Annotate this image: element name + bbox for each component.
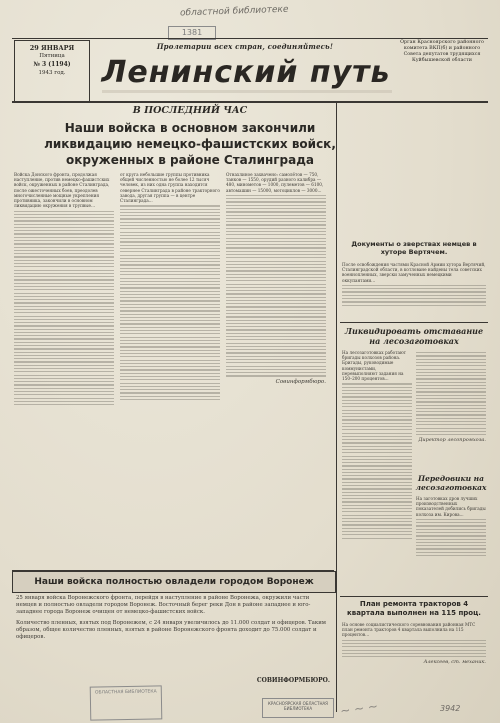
main-column-2-lead: от круга небольшие группы противника общей численностью не более 12 тысяч человек, из них одна группа находится севернее Сталинграда в районе тракторного завода, другая группа — в центре Сталинграда... bbox=[120, 172, 220, 204]
plan-body: На основе социалистического соревнования районная МТС план ремонта тракторов 4 квартала выполнила на 115 процентов... bbox=[342, 622, 476, 638]
leaders-headline: Передовики на лесозаготовках bbox=[415, 474, 487, 492]
main-column-3 bbox=[226, 172, 326, 385]
issue-number: № 3 (1194) bbox=[33, 61, 71, 68]
main-column-1 bbox=[14, 172, 114, 407]
doc-article bbox=[342, 262, 486, 308]
main-headline-line-3: окруженных в районе Сталинграда bbox=[65, 153, 315, 167]
doc-body: После освобождения частями Красной Армии хутора Вертячий, Сталинградской области, в котловане найдены тела советских военнопленных, зверски замученных немецкими оккупантами... bbox=[342, 262, 486, 283]
voronezh-body bbox=[16, 595, 330, 641]
archive-stamp-number: 1381 bbox=[168, 26, 216, 40]
main-headline bbox=[40, 120, 340, 168]
main-signature: Совинформбюро. bbox=[275, 378, 326, 385]
voronezh-headline: Наши войска полностью овладели городом Воронеж bbox=[34, 577, 314, 587]
main-column-3-lead: Отнахлиное захвачено: самолётов — 750, танков — 1550, орудий разного калибра — 480, минометов — 1000, пулеметов — 6100, автомашин — 15000, мотоциклов — 3000... bbox=[226, 172, 324, 193]
doc-headline: Документы о зверствах немцев в хуторе Вертячем. bbox=[351, 240, 477, 256]
main-headline-line-2: ликвидацию немецко-фашистских войск, bbox=[44, 137, 336, 151]
voronezh-signature: СОВИНФОРМБЮРО. bbox=[256, 677, 330, 684]
lag-headline: Ликвидировать отставание на лесозаготовках bbox=[344, 326, 484, 346]
masthead-top-rule bbox=[12, 38, 488, 39]
library-stamp-bottom bbox=[262, 698, 334, 718]
main-headline-line-1: Наши войска в основном закончили bbox=[64, 121, 316, 135]
plan-article bbox=[342, 622, 486, 665]
lag-column-1 bbox=[342, 350, 412, 541]
voronezh-body-2: Количество пленных, взятых под Воронежем, с 24 января увеличилось до 11.000 солдат и офицеров. Таким образом, общее количество пленных, взятых в районе Воронежского фронта доходит до 75.000 солдат и офицеров. bbox=[16, 619, 326, 641]
library-stamp-left-text: ОБЛАСТНАЯ БИБЛИОТЕКА bbox=[94, 689, 157, 696]
library-stamp-bottom-text: КРАСНОЯРСКАЯ ОБЛАСТНАЯ БИБЛИОТЕКА bbox=[268, 701, 328, 711]
section-rubric: В ПОСЛЕДНИЙ ЧАС bbox=[132, 105, 248, 116]
date-line-1: 29 ЯНВАРЯ bbox=[29, 44, 75, 52]
main-column-1-lead: Войска Донского фронта, продолжая наступление, против немецко-фашистских войск, окруженных в районе Сталинграда, после ожесточенных боев, преодолев многочисленные мощные укрепления противника, закончили в основном ликвидацию окружения в трупвые... bbox=[14, 172, 110, 209]
title-underline bbox=[102, 90, 392, 93]
right-rule-1 bbox=[340, 322, 488, 323]
voronezh-headline-box bbox=[12, 571, 336, 593]
archive-handwriting: областной библиотеке bbox=[179, 4, 289, 19]
lag-column-2 bbox=[416, 350, 486, 443]
plan-signature: Алексеев, ст. механик. bbox=[423, 659, 486, 666]
date-line-2: Пятница bbox=[39, 53, 65, 59]
handwritten-scrawl: ~ ~ ~ bbox=[339, 698, 379, 719]
date-box bbox=[14, 40, 90, 102]
page-number-stamp: 3942 bbox=[440, 704, 461, 713]
lag-body: На лесозаготовках работают бригады колхозов района. Бригады, руководимые коммунистами, перевыполняют задания на 150–200 процентов... bbox=[342, 350, 406, 382]
library-stamp-left bbox=[90, 685, 163, 720]
issue-year: 1943 год. bbox=[38, 70, 66, 76]
leaders-body: На заготовках дров лучших производственных показателей добились бригады колхоза им. Кирова... bbox=[416, 496, 486, 517]
main-column-2 bbox=[120, 172, 220, 402]
masthead-title-wrap bbox=[96, 52, 396, 94]
masthead-bottom-rule bbox=[12, 101, 488, 103]
lag-signature: Директор лесопромхоза. bbox=[418, 437, 486, 444]
leaders-article bbox=[416, 496, 486, 558]
voronezh-body-1: 25 января войска Воронежского фронта, перейдя в наступление в районе Воронежа, окружили части немцев и полностью овладели городом Воронеж. Восточный берег реки Дон в районе западнее и юго-западнее города Воронеж очищен от немецко-фашистских войск. bbox=[16, 595, 311, 616]
column-divider bbox=[336, 102, 337, 712]
plan-headline: План ремонта тракторов 4 квартала выполнен на 115 проц. bbox=[347, 600, 481, 617]
masthead-slogan: Пролетарии всех стран, соединяйтесь! bbox=[156, 42, 334, 51]
right-rule-2 bbox=[340, 596, 488, 597]
masthead-organ: Орган Красноярского районного комитета ВКП(б) и районного Совета депутатов трудящихся Куйбышевской области bbox=[400, 40, 484, 63]
masthead-title: Ленинский путь bbox=[101, 55, 391, 90]
